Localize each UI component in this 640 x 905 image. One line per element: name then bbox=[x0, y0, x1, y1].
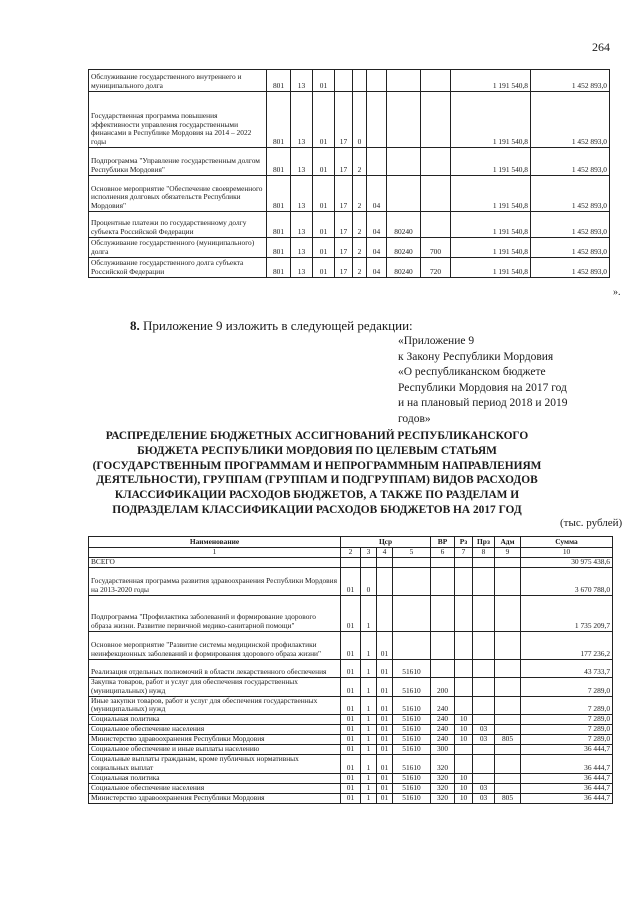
csr-event: 01 bbox=[377, 715, 393, 725]
csr-subprogram: 1 bbox=[361, 678, 377, 697]
code-cell: 04 bbox=[367, 212, 387, 238]
amount-2019: 1 452 893,0 bbox=[531, 238, 610, 258]
code-cell bbox=[367, 92, 387, 148]
code-cell: 13 bbox=[291, 258, 313, 278]
vr-cell bbox=[431, 568, 455, 596]
sum-cell: 7 289,0 bbox=[521, 696, 613, 715]
csr-direction bbox=[393, 632, 431, 660]
rz-cell bbox=[455, 660, 473, 678]
csr-program: 01 bbox=[341, 568, 361, 596]
code-cell: 2 bbox=[353, 258, 367, 278]
row-name: Основное мероприятие "Обеспечение своевременного исполнения долговых обязательств Республики Мордовия" bbox=[89, 176, 267, 212]
prz-cell bbox=[473, 755, 495, 774]
header-adm: Адм bbox=[495, 537, 521, 548]
amount-2018: 1 191 540,8 bbox=[451, 176, 531, 212]
table-row bbox=[89, 755, 613, 774]
code-cell: 01 bbox=[313, 70, 335, 92]
code-cell: 80240 bbox=[387, 212, 421, 238]
code-cell: 13 bbox=[291, 70, 313, 92]
code-cell bbox=[387, 70, 421, 92]
code-cell: 13 bbox=[291, 238, 313, 258]
code-cell: 17 bbox=[335, 148, 353, 176]
csr-event: 01 bbox=[377, 660, 393, 678]
csr-direction bbox=[393, 596, 431, 632]
document-title bbox=[82, 429, 552, 518]
code-cell: 801 bbox=[267, 148, 291, 176]
code-cell: 04 bbox=[367, 258, 387, 278]
row-name: Подпрограмма "Управление государственным долгом Республики Мордовия" bbox=[89, 148, 267, 176]
code-cell: 01 bbox=[313, 258, 335, 278]
adm-cell bbox=[495, 596, 521, 632]
code-cell: 80240 bbox=[387, 258, 421, 278]
column-index-row bbox=[89, 548, 613, 558]
prz-cell bbox=[473, 568, 495, 596]
code-cell bbox=[421, 212, 451, 238]
vr-cell: 320 bbox=[431, 755, 455, 774]
code-cell: 801 bbox=[267, 92, 291, 148]
csr-direction bbox=[393, 558, 431, 568]
csr-program: 01 bbox=[341, 596, 361, 632]
amendment-instruction bbox=[130, 318, 413, 334]
index-cell: 9 bbox=[495, 548, 521, 558]
csr-direction: 51610 bbox=[393, 783, 431, 793]
code-cell: 17 bbox=[335, 212, 353, 238]
adm-cell bbox=[495, 696, 521, 715]
row-name: Иные закупки товаров, работ и услуг для обеспечения государственных (муниципальных) нужд bbox=[89, 696, 341, 715]
table-row bbox=[89, 745, 613, 755]
row-name: Государственная программа повышения эффективности управления государственными финансами в Республике Мордовия на 2014 – 2022 годы bbox=[89, 92, 267, 148]
csr-event bbox=[377, 568, 393, 596]
csr-program: 01 bbox=[341, 783, 361, 793]
csr-program: 01 bbox=[341, 725, 361, 735]
table-row bbox=[89, 238, 610, 258]
code-cell bbox=[367, 148, 387, 176]
sum-cell: 7 289,0 bbox=[521, 678, 613, 697]
csr-subprogram: 1 bbox=[361, 725, 377, 735]
sum-cell: 36 444,7 bbox=[521, 755, 613, 774]
table-row bbox=[89, 596, 613, 632]
code-cell: 01 bbox=[313, 212, 335, 238]
header-csr: Цср bbox=[341, 537, 431, 548]
prz-cell bbox=[473, 773, 495, 783]
code-cell bbox=[421, 176, 451, 212]
sum-cell: 43 733,7 bbox=[521, 660, 613, 678]
sum-cell: 30 975 438,6 bbox=[521, 558, 613, 568]
code-cell bbox=[387, 92, 421, 148]
header-prz: Прз bbox=[473, 537, 495, 548]
csr-event: 01 bbox=[377, 755, 393, 774]
code-cell: 801 bbox=[267, 70, 291, 92]
code-cell: 17 bbox=[335, 92, 353, 148]
rz-cell: 10 bbox=[455, 773, 473, 783]
row-name: ВСЕГО bbox=[89, 558, 341, 568]
row-name: Министерство здравоохранения Республики Мордовия bbox=[89, 735, 341, 745]
prz-cell bbox=[473, 660, 495, 678]
csr-event bbox=[377, 596, 393, 632]
appendix-line: Республики Мордовия на 2017 год bbox=[398, 381, 567, 394]
amount-2018: 1 191 540,8 bbox=[451, 148, 531, 176]
title-line: РАСПРЕДЕЛЕНИЕ БЮДЖЕТНЫХ АССИГНОВАНИЙ РЕСПУБЛИКАНСКОГО bbox=[105, 430, 529, 442]
prz-cell bbox=[473, 696, 495, 715]
row-name: Социальные выплаты гражданам, кроме публичных нормативных социальных выплат bbox=[89, 755, 341, 774]
table-row bbox=[89, 678, 613, 697]
code-cell bbox=[387, 148, 421, 176]
csr-program: 01 bbox=[341, 735, 361, 745]
sum-cell: 36 444,7 bbox=[521, 783, 613, 793]
table-row bbox=[89, 735, 613, 745]
sum-cell: 36 444,7 bbox=[521, 745, 613, 755]
amount-2018: 1 191 540,8 bbox=[451, 258, 531, 278]
prz-cell bbox=[473, 596, 495, 632]
title-line: ПОДРАЗДЕЛАМ КЛАССИФИКАЦИИ РАСХОДОВ БЮДЖЕТОВ НА 2017 ГОД bbox=[112, 503, 522, 516]
rz-cell: 10 bbox=[455, 725, 473, 735]
prz-cell: 03 bbox=[473, 735, 495, 745]
adm-cell bbox=[495, 783, 521, 793]
table-row bbox=[89, 793, 613, 803]
table-row bbox=[89, 212, 610, 238]
code-cell: 801 bbox=[267, 212, 291, 238]
vr-cell: 320 bbox=[431, 783, 455, 793]
title-line: ДЕЯТЕЛЬНОСТИ), ГРУППАМ (ГРУППАМ И ПОДГРУППАМ) ВИДОВ РАСХОДОВ bbox=[96, 474, 538, 487]
adm-cell bbox=[495, 725, 521, 735]
csr-subprogram: 1 bbox=[361, 793, 377, 803]
vr-cell: 240 bbox=[431, 725, 455, 735]
appendix-line: и на плановый период 2018 и 2019 bbox=[398, 397, 568, 409]
table-row bbox=[89, 568, 613, 596]
csr-event bbox=[377, 558, 393, 568]
instruction-text: Приложение 9 изложить в следующей редакции: bbox=[139, 318, 413, 333]
sum-cell: 7 289,0 bbox=[521, 725, 613, 735]
amount-2018: 1 191 540,8 bbox=[451, 212, 531, 238]
appendix-line: «Приложение 9 bbox=[398, 335, 475, 347]
code-cell: 01 bbox=[313, 238, 335, 258]
rz-cell bbox=[455, 568, 473, 596]
csr-subprogram: 1 bbox=[361, 773, 377, 783]
csr-direction: 51610 bbox=[393, 793, 431, 803]
header-name: Наименование bbox=[89, 537, 341, 548]
table-row bbox=[89, 558, 613, 568]
rz-cell: 10 bbox=[455, 735, 473, 745]
csr-event: 01 bbox=[377, 773, 393, 783]
csr-event: 01 bbox=[377, 793, 393, 803]
header-sum: Сумма bbox=[521, 537, 613, 548]
table-row bbox=[89, 176, 610, 212]
code-cell: 17 bbox=[335, 238, 353, 258]
sum-cell: 7 289,0 bbox=[521, 715, 613, 725]
csr-direction: 51610 bbox=[393, 678, 431, 697]
code-cell: 13 bbox=[291, 212, 313, 238]
code-cell: 17 bbox=[335, 176, 353, 212]
appendix-reference bbox=[398, 334, 567, 427]
row-name: Обслуживание государственного внутреннего и муниципального долга bbox=[89, 70, 267, 92]
code-cell bbox=[367, 70, 387, 92]
adm-cell bbox=[495, 632, 521, 660]
adm-cell bbox=[495, 558, 521, 568]
table-row bbox=[89, 148, 610, 176]
vr-cell: 240 bbox=[431, 715, 455, 725]
csr-program: 01 bbox=[341, 678, 361, 697]
csr-program: 01 bbox=[341, 660, 361, 678]
csr-direction: 51610 bbox=[393, 755, 431, 774]
instruction-number: 8. bbox=[130, 318, 140, 333]
table-row bbox=[89, 70, 610, 92]
code-cell: 17 bbox=[335, 258, 353, 278]
prz-cell bbox=[473, 715, 495, 725]
rz-cell: 10 bbox=[455, 783, 473, 793]
sum-cell: 1 735 209,7 bbox=[521, 596, 613, 632]
code-cell bbox=[421, 70, 451, 92]
row-name: Закупка товаров, работ и услуг для обеспечения государственных (муниципальных) нужд bbox=[89, 678, 341, 697]
csr-subprogram: 1 bbox=[361, 660, 377, 678]
code-cell: 2 bbox=[353, 148, 367, 176]
vr-cell: 240 bbox=[431, 696, 455, 715]
row-name: Социальная политика bbox=[89, 715, 341, 725]
adm-cell bbox=[495, 660, 521, 678]
adm-cell: 805 bbox=[495, 735, 521, 745]
appendix-line: «О республиканском бюджете bbox=[398, 366, 546, 378]
csr-event: 01 bbox=[377, 745, 393, 755]
rz-cell: 10 bbox=[455, 715, 473, 725]
amount-2019: 1 452 893,0 bbox=[531, 148, 610, 176]
table-row bbox=[89, 715, 613, 725]
index-cell: 7 bbox=[455, 548, 473, 558]
table-row bbox=[89, 258, 610, 278]
row-name: Обслуживание государственного долга субъекта Российской Федерации bbox=[89, 258, 267, 278]
index-cell: 6 bbox=[431, 548, 455, 558]
sum-cell: 7 289,0 bbox=[521, 735, 613, 745]
csr-event: 01 bbox=[377, 632, 393, 660]
prz-cell: 03 bbox=[473, 793, 495, 803]
adm-cell bbox=[495, 773, 521, 783]
code-cell bbox=[421, 148, 451, 176]
code-cell: 01 bbox=[313, 148, 335, 176]
index-cell: 5 bbox=[393, 548, 431, 558]
sum-cell: 3 670 788,0 bbox=[521, 568, 613, 596]
sum-cell: 36 444,7 bbox=[521, 773, 613, 783]
prz-cell: 03 bbox=[473, 783, 495, 793]
table-row bbox=[89, 660, 613, 678]
title-line: (ГОСУДАРСТВЕННЫМ ПРОГРАММАМ И НЕПРОГРАММНЫМ НАПРАВЛЕНИЯМ bbox=[92, 459, 542, 472]
index-cell: 4 bbox=[377, 548, 393, 558]
code-cell: 700 bbox=[421, 238, 451, 258]
amount-2019: 1 452 893,0 bbox=[531, 258, 610, 278]
prz-cell: 03 bbox=[473, 725, 495, 735]
row-name: Основное мероприятие "Развитие системы медицинской профилактики неинфекционных заболеваний и формирования здорового образа жизни" bbox=[89, 632, 341, 660]
csr-direction: 51610 bbox=[393, 745, 431, 755]
code-cell: 2 bbox=[353, 238, 367, 258]
csr-event: 01 bbox=[377, 735, 393, 745]
header-vr: ВР bbox=[431, 537, 455, 548]
code-cell: 13 bbox=[291, 92, 313, 148]
row-name: Социальное обеспечение и иные выплаты населению bbox=[89, 745, 341, 755]
title-line: КЛАССИФИКАЦИИ РАСХОДОВ БЮДЖЕТОВ, А ТАКЖЕ ПО РАЗДЕЛАМ И bbox=[114, 489, 520, 502]
code-cell: 04 bbox=[367, 176, 387, 212]
index-cell: 8 bbox=[473, 548, 495, 558]
row-name: Министерство здравоохранения Республики Мордовия bbox=[89, 793, 341, 803]
adm-cell bbox=[495, 755, 521, 774]
vr-cell: 320 bbox=[431, 793, 455, 803]
rz-cell bbox=[455, 632, 473, 660]
csr-subprogram: 1 bbox=[361, 735, 377, 745]
code-cell: 801 bbox=[267, 238, 291, 258]
csr-program: 01 bbox=[341, 745, 361, 755]
csr-subprogram: 1 bbox=[361, 755, 377, 774]
vr-cell bbox=[431, 558, 455, 568]
row-name: Подпрограмма "Профилактика заболеваний и формирование здорового образа жизни. Развитие первичной медико-санитарной помощи" bbox=[89, 596, 341, 632]
code-cell: 2 bbox=[353, 176, 367, 212]
amount-2018: 1 191 540,8 bbox=[451, 92, 531, 148]
csr-program: 01 bbox=[341, 696, 361, 715]
code-cell bbox=[335, 70, 353, 92]
amount-2019: 1 452 893,0 bbox=[531, 92, 610, 148]
row-name: Обслуживание государственного (муниципального) долга bbox=[89, 238, 267, 258]
row-name: Процентные платежи по государственному долгу субъекта Российской Федерации bbox=[89, 212, 267, 238]
index-cell: 3 bbox=[361, 548, 377, 558]
code-cell: 01 bbox=[313, 92, 335, 148]
code-cell: 0 bbox=[353, 92, 367, 148]
code-cell: 720 bbox=[421, 258, 451, 278]
prz-cell bbox=[473, 678, 495, 697]
code-cell: 13 bbox=[291, 148, 313, 176]
csr-direction: 51610 bbox=[393, 725, 431, 735]
csr-subprogram: 1 bbox=[361, 783, 377, 793]
table-row bbox=[89, 773, 613, 783]
csr-subprogram: 0 bbox=[361, 568, 377, 596]
title-line: БЮДЖЕТА РЕСПУБЛИКИ МОРДОВИЯ ПО ЦЕЛЕВЫМ СТАТЬЯМ bbox=[137, 444, 497, 457]
prz-cell bbox=[473, 745, 495, 755]
amount-2018: 1 191 540,8 bbox=[451, 70, 531, 92]
csr-event: 01 bbox=[377, 678, 393, 697]
code-cell: 04 bbox=[367, 238, 387, 258]
csr-direction: 51610 bbox=[393, 735, 431, 745]
adm-cell bbox=[495, 745, 521, 755]
csr-direction: 51610 bbox=[393, 696, 431, 715]
csr-program bbox=[341, 558, 361, 568]
index-cell: 2 bbox=[341, 548, 361, 558]
csr-subprogram bbox=[361, 558, 377, 568]
vr-cell bbox=[431, 660, 455, 678]
code-cell: 01 bbox=[313, 176, 335, 212]
amount-2019: 1 452 893,0 bbox=[531, 212, 610, 238]
csr-direction bbox=[393, 568, 431, 596]
csr-event: 01 bbox=[377, 696, 393, 715]
csr-subprogram: 1 bbox=[361, 745, 377, 755]
code-cell: 801 bbox=[267, 258, 291, 278]
table-row bbox=[89, 92, 610, 148]
rz-cell bbox=[455, 745, 473, 755]
header-rz: Рз bbox=[455, 537, 473, 548]
amount-2019: 1 452 893,0 bbox=[531, 176, 610, 212]
row-name: Социальное обеспечение населения bbox=[89, 725, 341, 735]
prz-cell bbox=[473, 558, 495, 568]
code-cell bbox=[387, 176, 421, 212]
csr-program: 01 bbox=[341, 755, 361, 774]
rz-cell: 10 bbox=[455, 793, 473, 803]
csr-subprogram: 1 bbox=[361, 632, 377, 660]
vr-cell bbox=[431, 596, 455, 632]
csr-program: 01 bbox=[341, 773, 361, 783]
csr-direction: 51610 bbox=[393, 773, 431, 783]
page-number: 264 bbox=[592, 40, 610, 54]
code-cell bbox=[353, 70, 367, 92]
csr-subprogram: 1 bbox=[361, 596, 377, 632]
rz-cell bbox=[455, 558, 473, 568]
row-name: Государственная программа развития здравоохранения Республики Мордовия на 2013-2020 годы bbox=[89, 568, 341, 596]
csr-subprogram: 1 bbox=[361, 696, 377, 715]
code-cell: 13 bbox=[291, 176, 313, 212]
prz-cell bbox=[473, 632, 495, 660]
table-row bbox=[89, 632, 613, 660]
closing-quote: ». bbox=[613, 287, 621, 298]
row-name: Социальное обеспечение населения bbox=[89, 783, 341, 793]
adm-cell bbox=[495, 715, 521, 725]
csr-direction: 51610 bbox=[393, 715, 431, 725]
vr-cell: 240 bbox=[431, 735, 455, 745]
vr-cell bbox=[431, 632, 455, 660]
previous-table bbox=[88, 69, 610, 278]
table-row bbox=[89, 725, 613, 735]
code-cell bbox=[421, 92, 451, 148]
row-name: Реализация отдельных полномочий в области лекарственного обеспечения bbox=[89, 660, 341, 678]
rz-cell bbox=[455, 755, 473, 774]
vr-cell: 300 bbox=[431, 745, 455, 755]
sum-cell: 177 236,2 bbox=[521, 632, 613, 660]
code-cell: 2 bbox=[353, 212, 367, 238]
appendix-line: годов» bbox=[398, 412, 431, 425]
adm-cell: 805 bbox=[495, 793, 521, 803]
table-row bbox=[89, 783, 613, 793]
sum-cell: 36 444,7 bbox=[521, 793, 613, 803]
adm-cell bbox=[495, 568, 521, 596]
csr-program: 01 bbox=[341, 632, 361, 660]
appendix-line: к Закону Республики Мордовия bbox=[398, 350, 554, 363]
csr-subprogram: 1 bbox=[361, 715, 377, 725]
csr-event: 01 bbox=[377, 725, 393, 735]
unit-label: (тыс. рублей) bbox=[560, 517, 623, 529]
code-cell: 80240 bbox=[387, 238, 421, 258]
csr-program: 01 bbox=[341, 793, 361, 803]
rz-cell bbox=[455, 596, 473, 632]
index-cell: 10 bbox=[521, 548, 613, 558]
amount-2018: 1 191 540,8 bbox=[451, 238, 531, 258]
csr-direction: 51610 bbox=[393, 660, 431, 678]
index-cell: 1 bbox=[89, 548, 341, 558]
adm-cell bbox=[495, 678, 521, 697]
csr-program: 01 bbox=[341, 715, 361, 725]
rz-cell bbox=[455, 696, 473, 715]
table-header-row bbox=[89, 537, 613, 548]
table-row bbox=[89, 696, 613, 715]
row-name: Социальная политика bbox=[89, 773, 341, 783]
vr-cell: 200 bbox=[431, 678, 455, 697]
vr-cell: 320 bbox=[431, 773, 455, 783]
rz-cell bbox=[455, 678, 473, 697]
budget-allocation-table bbox=[88, 536, 613, 804]
csr-event: 01 bbox=[377, 783, 393, 793]
code-cell: 801 bbox=[267, 176, 291, 212]
amount-2019: 1 452 893,0 bbox=[531, 70, 610, 92]
